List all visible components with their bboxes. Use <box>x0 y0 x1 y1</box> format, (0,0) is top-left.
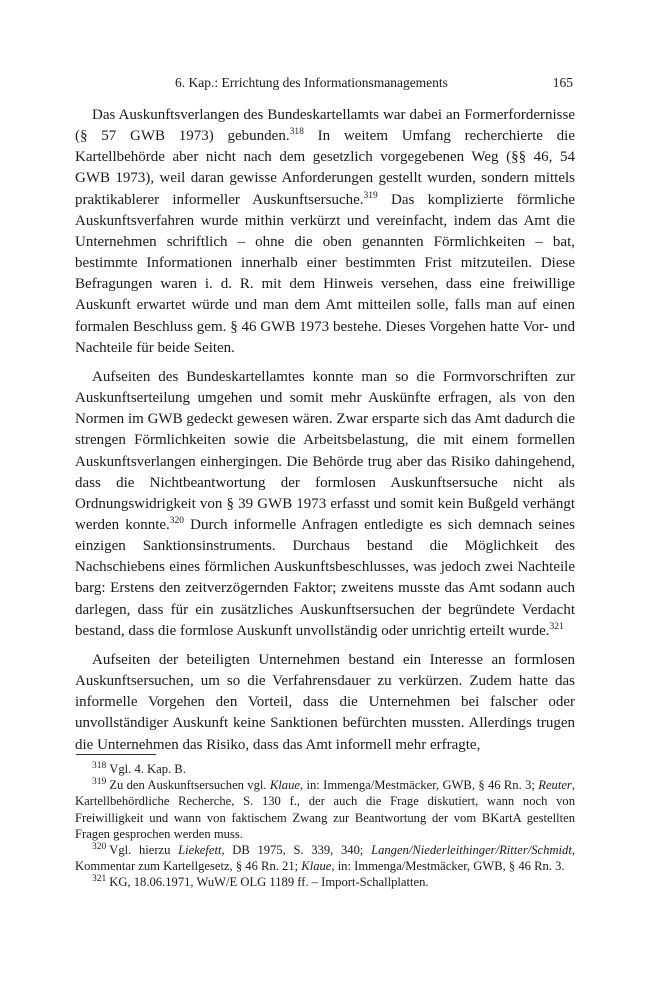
footnote-number: 318 <box>92 760 107 771</box>
footnote-ref: 320 <box>169 515 185 526</box>
text-run: Aufseiten des Bundeskartellamtes konnte man so die Formvorschriften zur Auskunftserteilung umgehen und somit mehr Auskünfte erfragen, als von den Normen im GWB gedeckt gewesen wären. Zwar ersparte sich das Amt dadurch die strengen Förmlichkeiten sowie die Arbeitsbelastung, die mit einem formellen Auskunftsverlangen einhergingen. Die Behörde trug aber das Risiko dahingehend, dass die Nichtbeantwortung der formlosen Auskunftsersuche nicht als Ordnungswidrigkeit von § 39 GWB 1973 erfasst und somit kein Bußgeld verhängt werden konnte. <box>75 368 575 533</box>
text-run: KG, 18.06.1971, WuW/E OLG 1189 ff. – Import-Schallplatten. <box>109 875 429 890</box>
body-paragraph <box>75 367 575 642</box>
italic-text: Reuter <box>538 778 572 793</box>
body-paragraph <box>75 650 575 756</box>
footnote-separator <box>76 754 156 755</box>
text-run: Vgl. hierzu <box>109 843 179 858</box>
text-run: Das komplizierte förmliche Auskunftsverfahren wurde mithin verkürzt und vereinfacht, indem das Amt die Unternehmen schriftlich – ohne die oben genannten Förmlichkeiten – bat, bestimmte Informationen innerhalb einer bestimmten Frist mitzuteilen. Diese Befragungen waren i. d. R. mit dem Hinweis versehen, dass eine freiwillige Auskunft erwartet würde und man dem Amt mitteilen solle, falls man auf einen formalen Beschluss gem. § 46 GWB 1973 bestehe. Dieses Vorgehen hatte Vor- und Nachteile für beide Seiten. <box>75 191 575 356</box>
running-title: 6. Kap.: Errichtung des Informationsmanagements <box>175 75 448 90</box>
italic-text: Langen/Niederleithinger/Ritter/Schmidt <box>371 843 572 858</box>
footnote <box>75 874 575 890</box>
page-number: 165 <box>552 75 573 90</box>
page <box>75 72 575 764</box>
italic-text: Klaue <box>301 859 332 874</box>
footnote-ref: 319 <box>363 190 378 201</box>
footnote-number: 321 <box>92 874 107 885</box>
italic-text: Klaue <box>269 778 300 793</box>
text-run: Durch informelle Anfragen entledigte es sich demnach seines einzigen Sanktionsinstruments. Durchaus bestand die Möglichkeit des Nachschiebens eines förmlichen Auskunftsbeschlusses, was jedoch zwei Nachteile barg: Erstens den zeitverzögernden Faktor; zweitens musste das Amt sodann auch darlegen, dass für ein zusätzliches Auskunftsersuchen der begründete Verdacht bestand, dass die formlose Auskunft unvollständig oder unrichtig erteilt wurde. <box>75 516 576 639</box>
footnote-ref: 318 <box>289 127 304 138</box>
footnote <box>75 777 575 842</box>
footnote-ref: 321 <box>549 621 564 632</box>
footnote-number: 319 <box>92 777 107 788</box>
text-run: Vgl. 4. Kap. B. <box>109 762 186 776</box>
footnotes <box>75 761 575 891</box>
italic-text: Liekefett <box>178 843 222 858</box>
body-text <box>75 105 575 756</box>
text-run: In weitem Umfang recherchierte die Kartellbehörde aber nicht nach dem gesetzlich vorgegebenen Weg (§§ 46, 54 GWB 1973), weil daran gewisse Anforderungen gestellt wurden, sondern mittels praktikablerer informeller Auskunftsersuche. <box>75 128 575 208</box>
body-paragraph <box>75 105 575 359</box>
footnote <box>75 842 575 874</box>
footnote-number: 320 <box>92 841 107 852</box>
text-run: , in: Immenga/Mestmäcker, GWB, § 46 Rn. 3. <box>331 859 565 874</box>
text-run: Aufseiten der beteiligten Unternehmen bestand ein Interesse an formlosen Auskunftsersuchen, um so die Verfahrensdauer zu verkürzen. Zudem hatte das informelle Vorgehen den Vorteil, dass die Unternehmen bei falscher oder unvollständiger Auskunft keine Sanktionen befürchten mussten. Allerdings trugen die Unternehmen das Risiko, dass das Amt informell mehr erfragte, <box>75 651 575 753</box>
text-run: , DB 1975, S. 339, 340; <box>221 843 372 858</box>
running-header <box>75 72 575 94</box>
text-run: , Kartellbehördliche Recherche, S. 130 f., der auch die Frage diskutiert, wann noch von Freiwilligkeit und wann von faktischem Zwang zur Beantwortung der vom BKartA gestellten Fragen gesprochen werden muss. <box>75 778 575 841</box>
text-run: Das Auskunftsverlangen des Bundeskartellamts war dabei an Formerfordernisse (§ 57 GWB 1973) gebunden. <box>75 107 575 145</box>
text-run: Zu den Auskunftsersuchen vgl. <box>109 778 270 793</box>
text-run: , Kommentar zum Kartellgesetz, § 46 Rn. 21; <box>75 843 575 874</box>
footnote <box>75 761 575 777</box>
text-run: , in: Immenga/Mestmäcker, GWB, § 46 Rn. 3; <box>300 778 539 793</box>
